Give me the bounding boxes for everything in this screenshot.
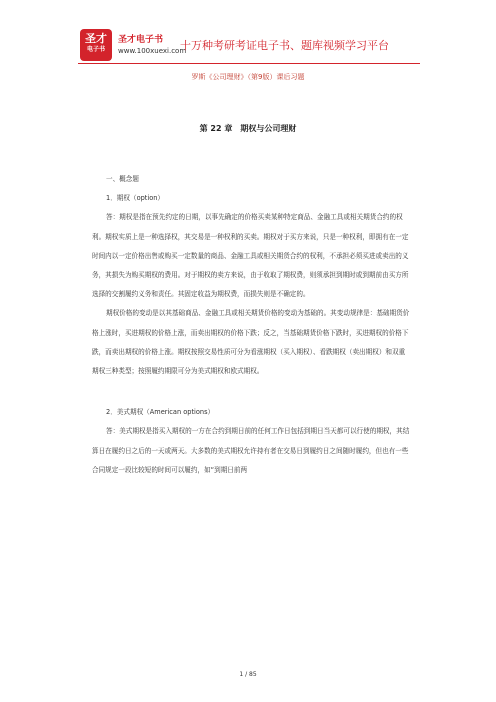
logo-text-line1: 圣才 <box>85 32 107 45</box>
page-body <box>92 170 410 480</box>
term-answer-paragraph: 答：期权是指在预先约定的日期，以事先确定的价格买卖某种特定商品、金融工具或相关期货合约的权利。期权实质上是一种选择权，其交易是一种权利的买卖。期权对于买方来说，只是一种权利，即拥有在一定时间内以一定价格出售或购买一定数量的商品、金融工具或相关期货合约的权利，不承担必须买进或卖出的义务，其损失为购买期权的费用。对于期权的卖方来说，由于收取了期权费，则须承担到期时或到期前由买方所选择的交割履约义务和责任。其固定收益为期权费，而损失则是不确定的。 <box>92 213 409 299</box>
section-heading: 一、概念题 <box>106 175 139 183</box>
logo-text-line2: 电子书 <box>86 46 105 53</box>
term-title-american-option: 2．美式期权（American options） <box>106 408 215 417</box>
header-divider <box>78 63 420 64</box>
brand-slogan: 十万种考研考证电子书、题库视频学习平台 <box>180 39 389 52</box>
brand-url: www.100xuexi.com <box>118 47 187 55</box>
term-answer-paragraph: 期权价格的变动是以其基础商品、金融工具或相关期货价格的变动为基础的。其变动规律是：基础期货价格上涨时，买进期权的价格上涨，而卖出期权的价格下跌；反之，当基础期货价格下跌时，买进期权的价格下跌，而卖出期权的价格上涨。期权按照交易性质可分为看涨期权（买入期权）、看跌期权（卖出期权）和双重期权三种类型；按照履约期限可分为美式期权和欧式期权。 <box>92 309 410 376</box>
paragraph-gap <box>92 381 410 403</box>
brand-name: 圣才电子书 <box>118 35 164 45</box>
brand-logo <box>80 29 112 61</box>
document-title: 罗斯《公司理财》（第9版）课后习题 <box>191 73 305 81</box>
chapter-title: 第 22 章 期权与公司理财 <box>199 124 297 133</box>
page-number: 1 / 85 <box>239 671 257 678</box>
term-title-option: 1．期权（option） <box>106 194 165 203</box>
term-answer-paragraph: 答：美式期权是指买入期权的一方在合约到期日前的任何工作日包括到期日当天都可以行使的期权，其结算日在履约日之后的一天或两天。大多数的美式期权允许持有者在交易日到履约日之间随时履约，但也有一些合同规定一段比较短的时间可以履约，如“到期日前两 <box>92 427 410 474</box>
